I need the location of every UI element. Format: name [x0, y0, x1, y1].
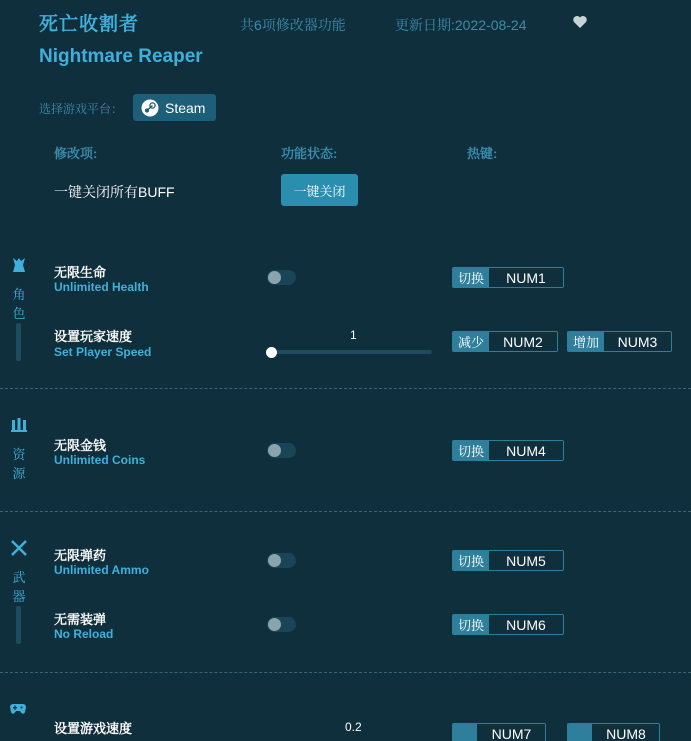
steam-platform-button[interactable]	[133, 94, 216, 121]
section-divider	[0, 388, 691, 389]
close-all-button[interactable]: 一键关闭	[281, 174, 358, 206]
hotkey-key: NUM7	[477, 724, 545, 741]
hotkey-key: NUM1	[489, 268, 563, 287]
platform-label: 选择游戏平台：	[39, 102, 124, 116]
speed-decrease-hotkey[interactable]	[452, 331, 558, 352]
category-char: 色	[12, 306, 26, 321]
speed-value: 1	[350, 328, 357, 342]
reload-toggle[interactable]	[267, 617, 296, 632]
category-char: 源	[12, 466, 26, 481]
coins-toggle[interactable]	[267, 443, 296, 458]
hotkey-action: 切换	[453, 615, 489, 634]
hotkey-key: NUM8	[592, 724, 659, 741]
hotkey-action	[453, 724, 477, 741]
hotkey-action: 切换	[453, 441, 489, 460]
hotkey-key: NUM5	[489, 551, 563, 570]
option-gamespeed-cn: 设置游戏速度	[54, 721, 133, 736]
close-all-label: 一键关闭所有BUFF	[54, 184, 175, 200]
heart-icon[interactable]	[572, 14, 588, 30]
character-icon	[10, 256, 28, 274]
hotkey-action: 切换	[453, 551, 489, 570]
hotkey-key: NUM3	[604, 332, 671, 351]
game-title-en: Nightmare Reaper	[39, 46, 203, 67]
option-speed-en: Set Player Speed	[54, 345, 152, 359]
column-option-header: 修改项:	[54, 146, 98, 161]
health-hotkey[interactable]	[452, 267, 564, 288]
hotkey-key: NUM4	[489, 441, 563, 460]
option-ammo-cn: 无限弹药	[54, 548, 107, 563]
column-hotkey-header: 热键:	[467, 146, 498, 161]
section-divider	[0, 672, 691, 673]
speed-increase-hotkey[interactable]	[567, 331, 672, 352]
column-status-header: 功能状态:	[281, 146, 338, 161]
option-health-cn: 无限生命	[54, 265, 107, 280]
category-char: 武	[12, 570, 26, 585]
speed-slider-thumb[interactable]	[266, 347, 277, 358]
gamespeed-value: 0.2	[345, 720, 362, 734]
steam-label: Steam	[165, 99, 206, 116]
health-toggle[interactable]	[267, 270, 296, 285]
hotkey-key: NUM2	[489, 332, 557, 351]
section-divider	[0, 511, 691, 512]
update-date: 更新日期:2022-08-24	[395, 17, 527, 33]
option-coins-cn: 无限金钱	[54, 438, 107, 453]
option-ammo-en: Unlimited Ammo	[54, 563, 149, 577]
toggle-knob	[268, 444, 281, 457]
option-health-en: Unlimited Health	[54, 280, 149, 294]
hotkey-key: NUM6	[489, 615, 563, 634]
ammo-hotkey[interactable]	[452, 550, 564, 571]
gamespeed-increase-hotkey[interactable]	[567, 723, 660, 741]
gamepad-icon	[9, 699, 27, 717]
coins-hotkey[interactable]	[452, 440, 564, 461]
reload-hotkey[interactable]	[452, 614, 564, 635]
category-scrollbar[interactable]	[16, 606, 21, 644]
ammo-toggle[interactable]	[267, 553, 296, 568]
toggle-knob	[268, 618, 281, 631]
game-title-cn: 死亡收割者	[39, 14, 140, 35]
hotkey-action: 增加	[568, 332, 604, 351]
category-scrollbar[interactable]	[16, 323, 21, 361]
hotkey-action: 减少	[453, 332, 489, 351]
option-reload-en: No Reload	[54, 627, 114, 641]
category-char: 角	[12, 287, 26, 302]
category-char: 器	[12, 589, 26, 604]
steam-icon	[141, 99, 159, 117]
gamespeed-decrease-hotkey[interactable]	[452, 723, 546, 741]
option-reload-cn: 无需装弹	[54, 612, 107, 627]
weapon-icon	[10, 539, 28, 557]
option-coins-en: Unlimited Coins	[54, 453, 146, 467]
category-char: 资	[12, 447, 26, 462]
toggle-knob	[268, 271, 281, 284]
resource-icon	[10, 416, 28, 434]
hotkey-action	[568, 724, 592, 741]
toggle-knob	[268, 554, 281, 567]
feature-count: 共6项修改器功能	[240, 17, 346, 33]
hotkey-action: 切换	[453, 268, 489, 287]
option-speed-cn: 设置玩家速度	[54, 329, 133, 344]
speed-slider-track[interactable]	[272, 350, 432, 354]
